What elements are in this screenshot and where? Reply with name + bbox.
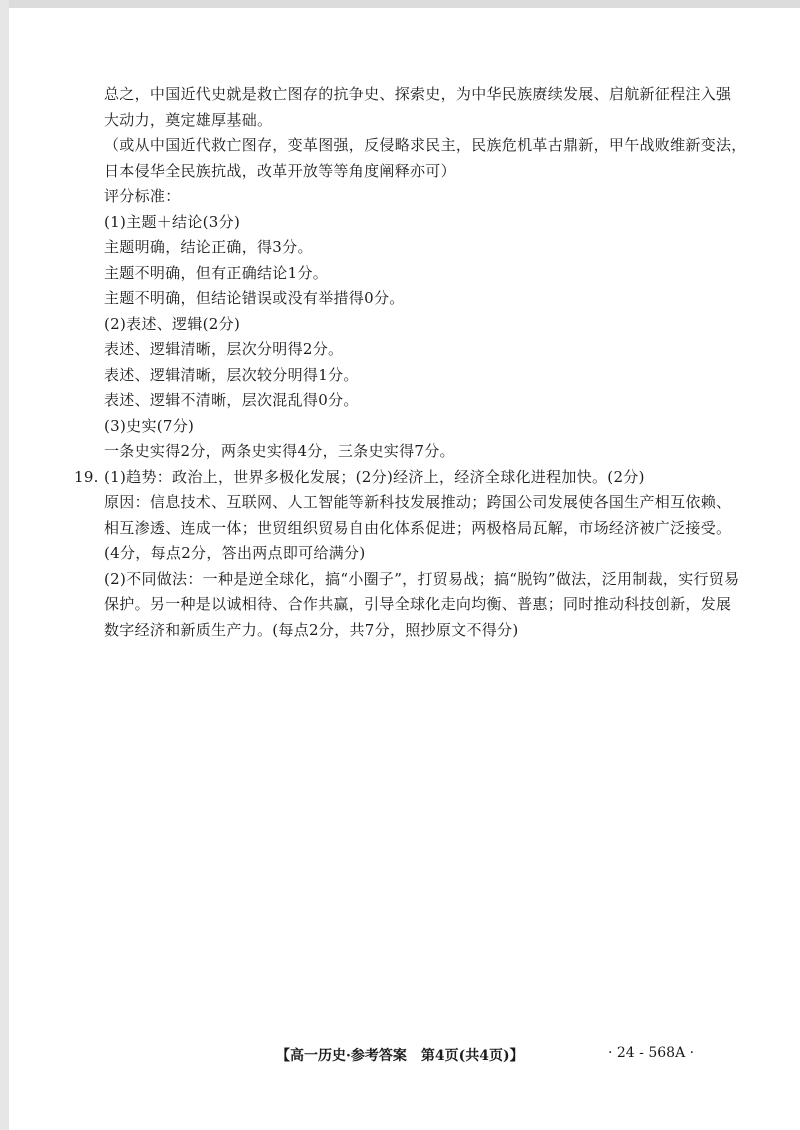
text-line: 日本侵华全民族抗战，改革开放等等角度阐释亦可） (104, 161, 456, 180)
text-line: (4分，每点2分，答出两点即可给满分) (104, 544, 366, 562)
text-line: 主题明确，结论正确，得3分。 (104, 238, 313, 256)
text-line: (1)趋势：政治上，世界多极化发展；(2分)经济上，经济全球化进程加快。(2分) (104, 467, 645, 486)
text-line: （或从中国近代救亡图存，变革图强，反侵略求民主，民族危机革古鼎新，甲午战败维新变法， (104, 136, 747, 154)
footer-title: 【高一历史·参考答案 第4页(共4页)】 (276, 1048, 524, 1064)
footer-code: · 24 - 568A · (608, 1045, 695, 1061)
scoring-heading: 评分标准： (104, 187, 181, 205)
text-line: 一条史实得2分，两条史实得4分，三条史实得7分。 (104, 442, 455, 460)
scan-border-top (0, 0, 800, 8)
page-footer (0, 1045, 800, 1069)
text-line: (2)不同做法：一种是逆全球化，搞“小圈子”，打贸易战；搞“脱钩”做法，泛用制裁，实行贸易 (104, 569, 740, 588)
text-line: (2)表述、逻辑(2分) (104, 314, 241, 333)
text-line: 表述、逻辑不清晰，层次混乱得0分。 (104, 391, 359, 409)
text-line: 原因：信息技术、互联网、人工智能等新科技发展推动；跨国公司发展使各国生产相互依赖、 (104, 493, 732, 511)
text-line: (1)主题＋结论(3分) (104, 212, 241, 231)
text-line: 主题不明确，但结论错误或没有举措得0分。 (104, 289, 405, 307)
question-19-answer (74, 465, 740, 644)
text-line: 总之，中国近代史就是救亡图存的抗争史、探索史，为中华民族赓续发展、启航新征程注入强 (104, 85, 732, 103)
text-line: 保护。另一种是以诚相待、合作共赢，引导全球化走向均衡、普惠；同时推动科技创新，发展 (104, 595, 732, 613)
text-line: 表述、逻辑清晰，层次分明得2分。 (104, 340, 344, 358)
question-number: 19. (74, 467, 99, 486)
text-line: 相互渗透、连成一体；世贸组织贸易自由化体系促进；两极格局瓦解，市场经济被广泛接受。 (104, 518, 732, 537)
answer-content (74, 82, 747, 643)
text-line: 数字经济和新质生产力。(每点2分，共7分，照抄原文不得分) (104, 620, 519, 639)
text-line: 大动力，奠定雄厚基础。 (104, 110, 273, 129)
text-line: 表述、逻辑清晰，层次较分明得1分。 (104, 365, 359, 384)
scan-border-left (0, 0, 9, 1130)
text-line: 主题不明确，但有正确结论1分。 (104, 263, 329, 282)
text-line: (3)史实(7分) (104, 416, 195, 435)
